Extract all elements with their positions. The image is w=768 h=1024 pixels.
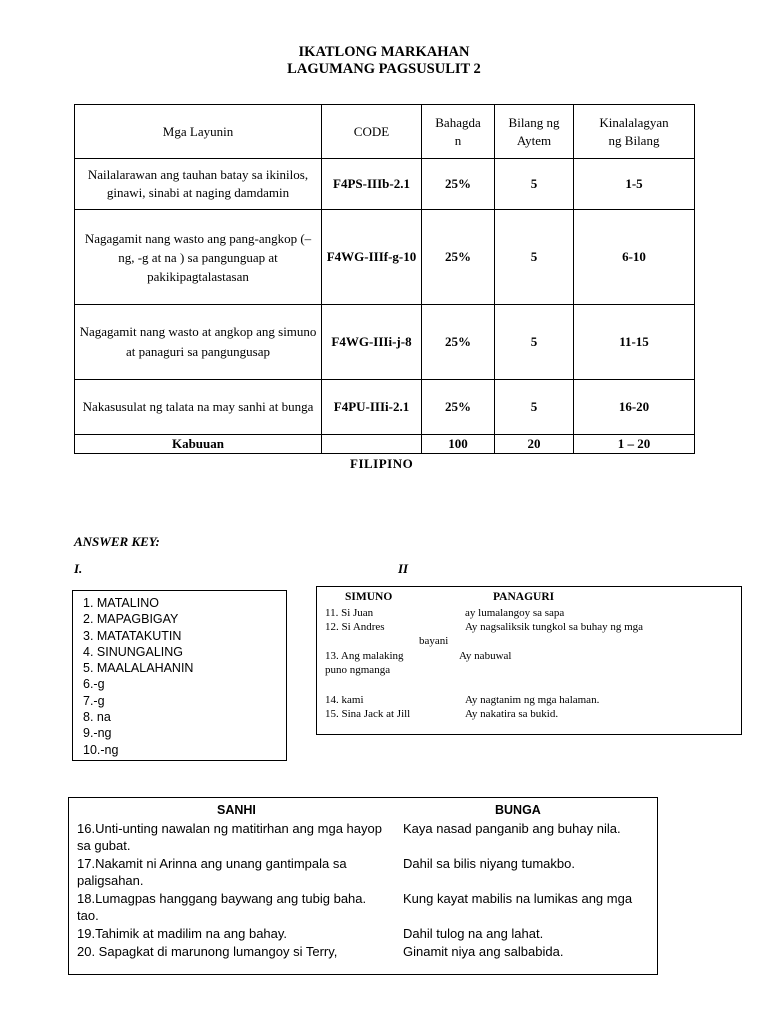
cell-layunin: Nailalarawan ang tauhan batay sa ikinilos, ginawi, sinabi at naging damdamin xyxy=(75,159,322,210)
cell-layunin: Nakasusulat ng talata na may sanhi at bunga xyxy=(75,380,322,435)
sanhi-item: 20. Sapagkat di marunong lumangoy si Terry, xyxy=(77,944,338,959)
sanhi-item: 17.Nakamit ni Arinna ang unang gantimpala sa paligsahan. xyxy=(77,856,347,888)
cell-kinalalagyan: 1-5 xyxy=(574,159,695,210)
part-one-answer-box xyxy=(72,590,287,761)
bunga-item: Dahil sa bilis niyang tumakbo. xyxy=(403,856,575,871)
cell-bahagdan: 25% xyxy=(422,305,495,380)
panaguri-item: ay lumalangoy sa sapa xyxy=(465,607,565,619)
simuno-item: 11. Si Juan xyxy=(325,607,374,619)
total-kinalalagyan: 1 – 20 xyxy=(574,435,695,454)
list-item: 5. MAALALAHANIN xyxy=(83,661,194,676)
panaguri-item: Ay nabuwal xyxy=(459,650,512,662)
cell-bahagdan: 25% xyxy=(422,210,495,305)
cell-layunin: Nagagamit nang wasto at angkop ang simuno at panaguri sa pangungusap xyxy=(75,305,322,380)
list-item: 1. MATALINO xyxy=(83,596,159,610)
table-header-row xyxy=(75,105,695,159)
sanhi-header: SANHI xyxy=(217,803,256,817)
answer-key-label: ANSWER KEY: xyxy=(74,534,160,549)
list-item: 6.-g xyxy=(83,677,105,692)
panaguri-item: Ay nagsaliksik tungkol sa buhay ng mga xyxy=(465,621,644,633)
cell-bilang: 5 xyxy=(495,380,574,435)
list-item: 2. MAPAGBIGAY xyxy=(83,612,179,627)
panaguri-item: Ay nakatira sa bukid. xyxy=(465,708,559,720)
cell-kinalalagyan: 16-20 xyxy=(574,380,695,435)
cell-layunin: Nagagamit nang wasto ang pang-angkop (–ng, -g at na ) sa pangunguap at pakikipagtalastasan xyxy=(75,210,322,305)
table-row xyxy=(75,210,695,305)
sanhi-item: 16.Unti-unting nawalan ng matitirhan ang mga hayop sa gubat. xyxy=(77,821,382,853)
bunga-item: Kung kayat mabilis na lumikas ang mga xyxy=(403,891,633,906)
simuno-header: SIMUNO xyxy=(345,591,393,603)
simuno-item: 15. Sina Jack at Jill xyxy=(325,708,411,720)
table-row xyxy=(75,380,695,435)
bunga-item: Kaya nasad panganib ang buhay nila. xyxy=(403,821,621,836)
total-label: Kabuuan xyxy=(75,435,322,454)
part-two-answer-box xyxy=(316,586,742,735)
header-bahagdan: Bahagda n xyxy=(422,105,495,159)
simuno-item-continued: puno ngmanga xyxy=(325,664,391,676)
list-item: 3. MATATAKUTIN xyxy=(83,628,182,643)
cell-code: F4PU-IIIi-2.1 xyxy=(322,380,422,435)
simuno-item: 13. Ang malaking xyxy=(325,650,404,662)
subject-label: FILIPINO xyxy=(350,456,414,471)
part-two-label: II xyxy=(398,561,409,576)
cell-bilang: 5 xyxy=(495,159,574,210)
list-item: 10.-ng xyxy=(83,742,119,757)
list-item: 9.-ng xyxy=(83,726,112,741)
part-one-label: I. xyxy=(74,561,83,576)
cell-bahagdan: 25% xyxy=(422,380,495,435)
header-bilang: Bilang ng Aytem xyxy=(495,105,574,159)
cell-bahagdan: 25% xyxy=(422,159,495,210)
table-row xyxy=(75,159,695,210)
cell-code: F4WG-IIIf-g-10 xyxy=(322,210,422,305)
list-item: 7.-g xyxy=(83,693,105,708)
panaguri-header: PANAGURI xyxy=(493,591,555,603)
total-bilang: 20 xyxy=(495,435,574,454)
part-three-answer-box xyxy=(68,797,658,975)
header-code: CODE xyxy=(322,105,422,159)
panaguri-item-continued: bayani xyxy=(419,635,449,647)
table-of-specifications xyxy=(74,104,695,454)
exam-title: IKATLONG MARKAHAN xyxy=(298,44,470,60)
bunga-header: BUNGA xyxy=(495,803,541,817)
table-total-row xyxy=(75,435,695,454)
bunga-item: Ginamit niya ang salbabida. xyxy=(403,944,564,959)
total-code xyxy=(322,435,422,454)
bunga-item: Dahil tulog na ang lahat. xyxy=(403,926,544,941)
cell-kinalalagyan: 11-15 xyxy=(574,305,695,380)
list-item: 8. na xyxy=(83,710,111,725)
cell-kinalalagyan: 6-10 xyxy=(574,210,695,305)
exam-subtitle: LAGUMANG PAGSUSULIT 2 xyxy=(287,61,481,77)
panaguri-item: Ay nagtanim ng mga halaman. xyxy=(465,694,600,706)
sanhi-item: 19.Tahimik at madilim na ang bahay. xyxy=(77,926,288,941)
header-kinalalagyan: Kinalalagyan ng Bilang xyxy=(574,105,695,159)
simuno-item: 14. kami xyxy=(325,694,364,706)
list-item: 4. SINUNGALING xyxy=(83,644,184,659)
header-layunin: Mga Layunin xyxy=(75,105,322,159)
cell-bilang: 5 xyxy=(495,305,574,380)
sanhi-item: 18.Lumagpas hanggang baywang ang tubig baha. tao. xyxy=(77,891,367,923)
cell-bilang: 5 xyxy=(495,210,574,305)
total-bahagdan: 100 xyxy=(422,435,495,454)
cell-code: F4PS-IIIb-2.1 xyxy=(322,159,422,210)
simuno-item: 12. Si Andres xyxy=(325,621,385,633)
cell-code: F4WG-IIIi-j-8 xyxy=(322,305,422,380)
table-row xyxy=(75,305,695,380)
